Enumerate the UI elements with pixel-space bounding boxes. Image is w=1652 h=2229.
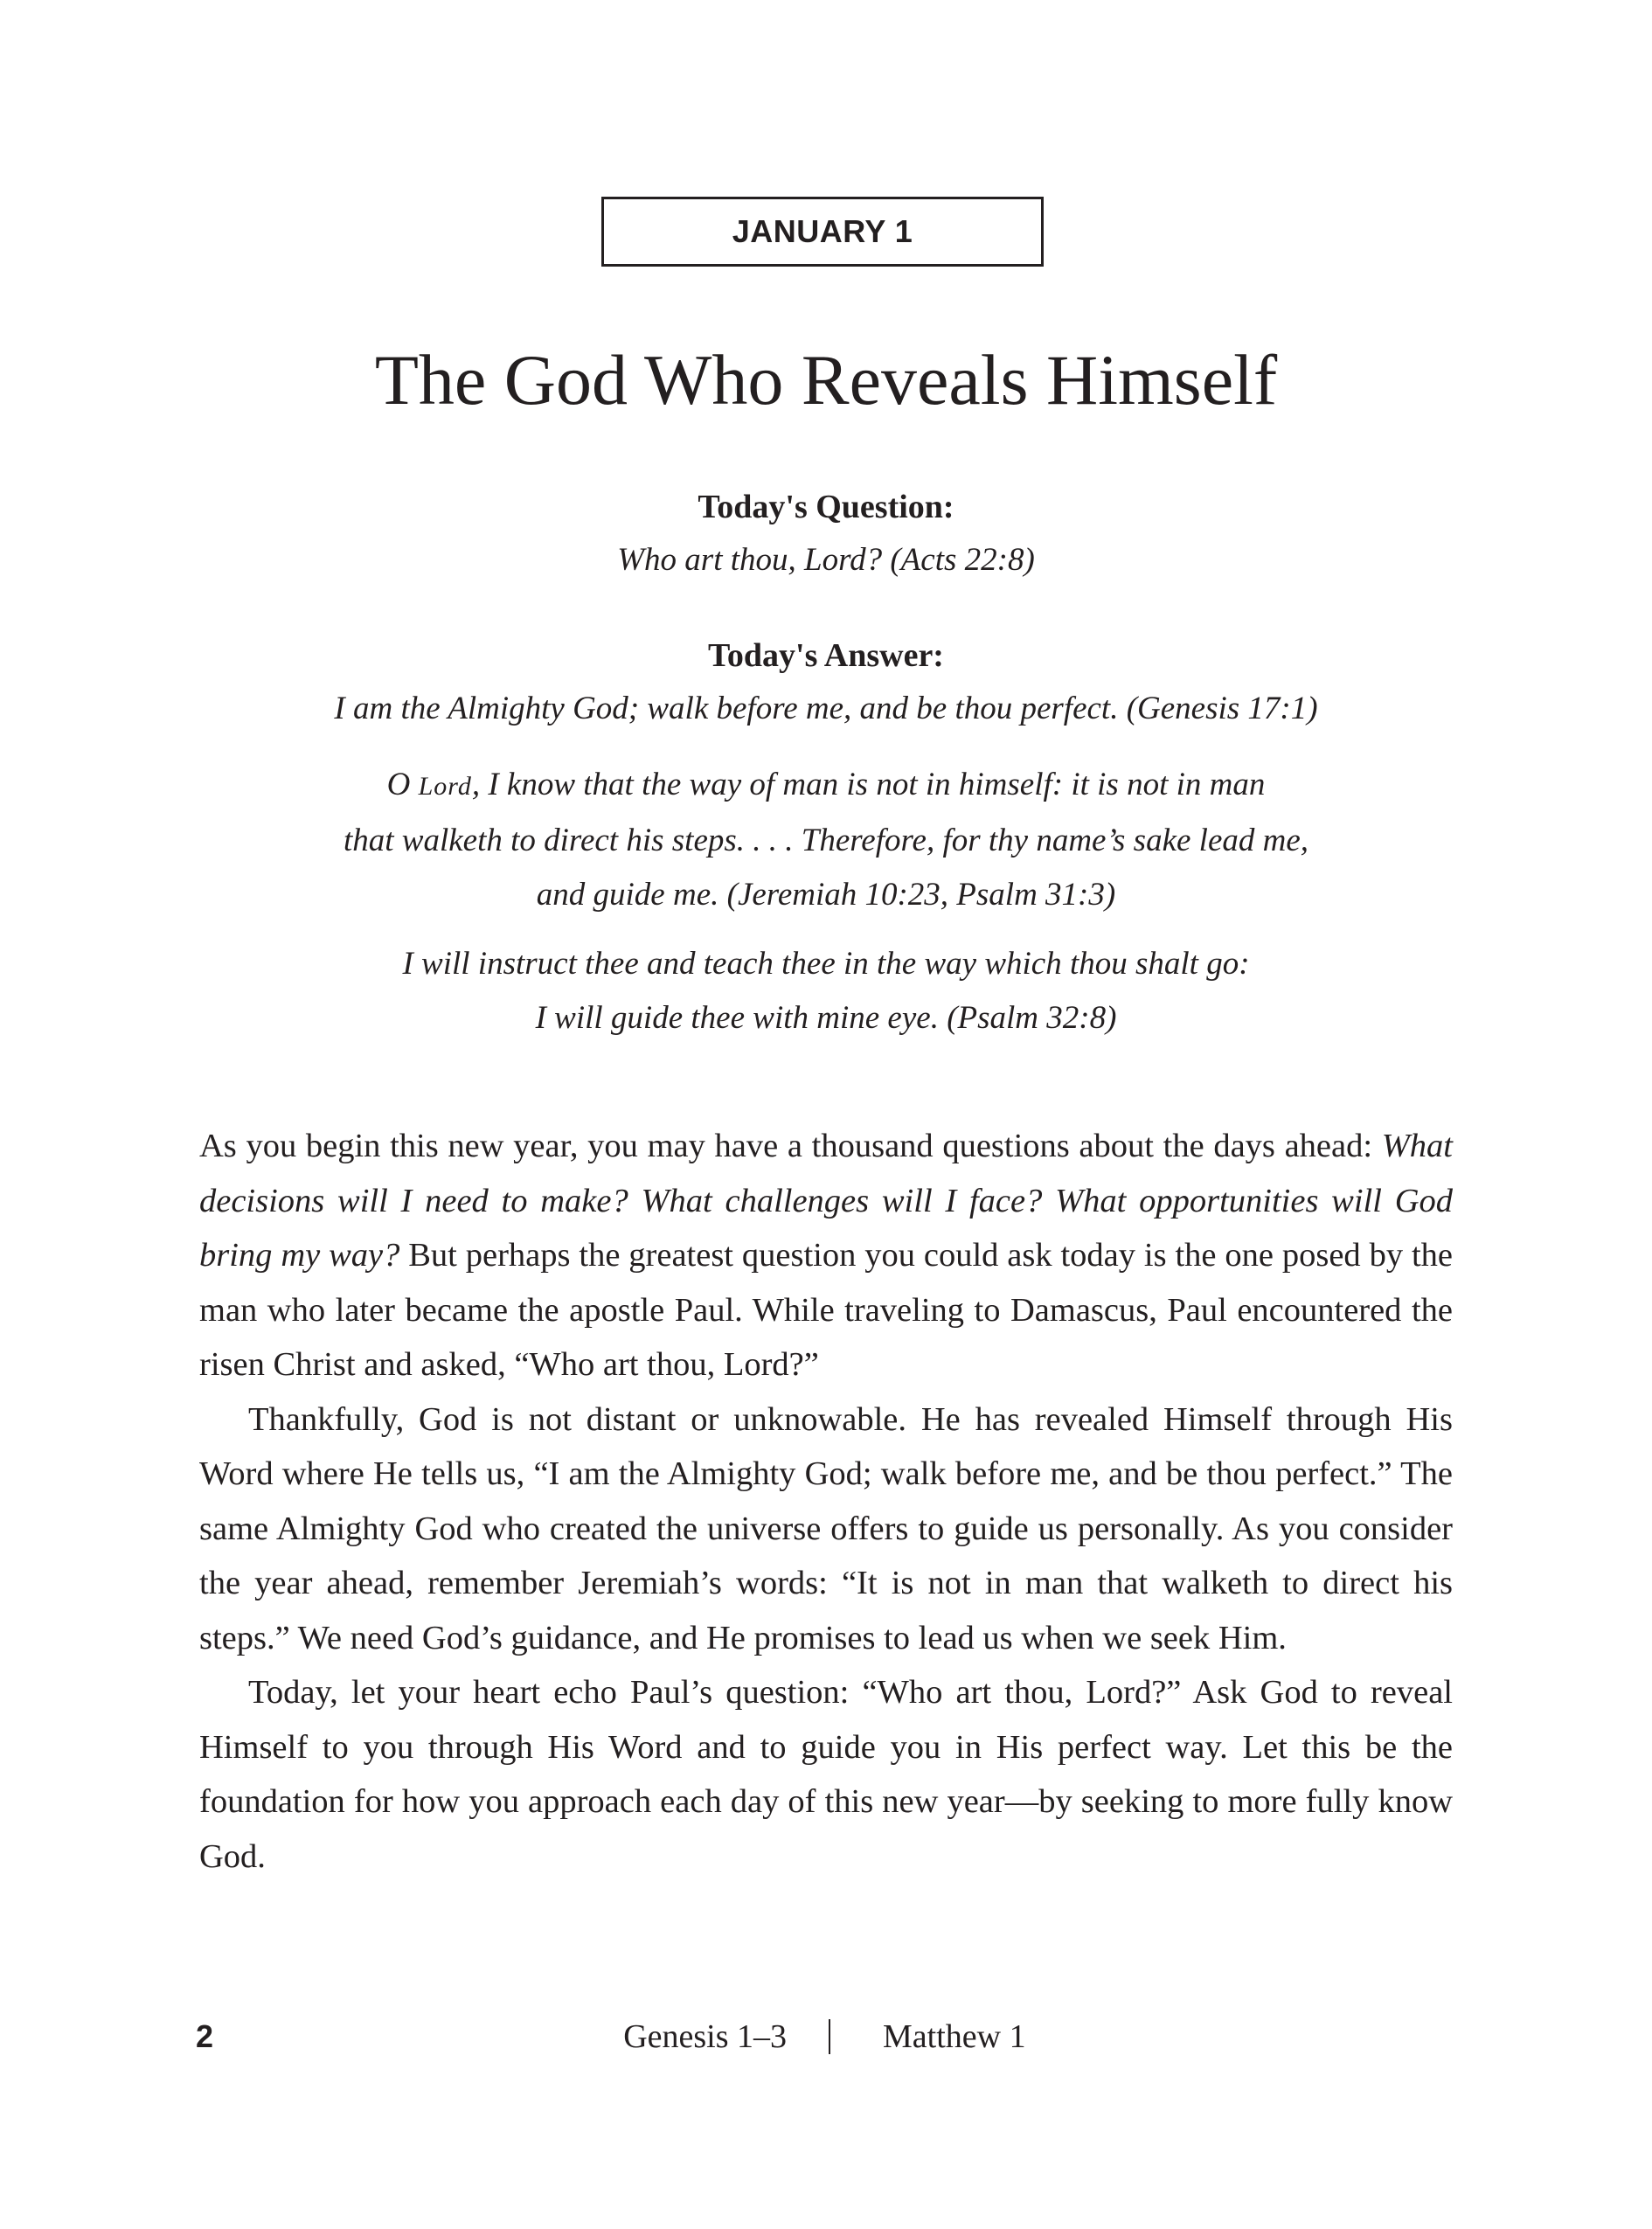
- reading-separator: [829, 2019, 830, 2054]
- body-paragraph-2: Thankfully, God is not distant or unknowable. He has revealed Himself through His Word where He tells us, “I am the Almighty God; walk before me, and be thou perfect.” The same Almighty God who created the universe offers to guide us personally. As you consider the year ahead, remember Jeremiah’s words: “It is not in man that walketh to direct his steps.” We need God’s guidance, and He promises to lead us when we seek Him.: [199, 1400, 1453, 1656]
- psalm-line-1: I will instruct thee and teach thee in the way which thou shalt go:: [402, 946, 1250, 982]
- psalm-line-2: I will guide thee with mine eye. (Psalm 32:8): [535, 1000, 1117, 1036]
- answer-verse-jeremiah: [201, 758, 1451, 922]
- jeremiah-line-3: and guide me. (Jeremiah 10:23, Psalm 31:3): [536, 877, 1116, 913]
- page-footer: [0, 2010, 1652, 2063]
- jeremiah-prefix: O: [386, 767, 419, 802]
- question-label: Today's Question:: [698, 489, 954, 525]
- answer-verse-genesis: I am the Almighty God; walk before me, and be thou perfect. (Genesis 17:1): [334, 691, 1318, 726]
- reading-old-testament: Genesis 1–3: [623, 2018, 787, 2055]
- page-title: The God Who Reveals Himself: [374, 340, 1278, 420]
- todays-question-section: [201, 481, 1451, 587]
- reading-new-testament: Matthew 1: [883, 2018, 1026, 2055]
- date-label: JANUARY 1: [732, 213, 913, 249]
- p1-end: But perhaps the greatest question you could ask today is the one posed by the man who later became the apostle Paul. While traveling to Damascus, Paul encountered the risen Christ and asked, “Who art thou, Lord?”: [199, 1237, 1453, 1383]
- small-caps-lord: Lord: [418, 772, 472, 801]
- p1-italic-questions: What decisions will I need to make? What challenges will I face? What opportunities will God bring my way?: [199, 1128, 1453, 1274]
- answer-verse-psalm: [201, 937, 1451, 1045]
- answer-label: Today's Answer:: [708, 637, 944, 674]
- jeremiah-line-1-rest: , I know that the way of man is not in himself: it is not in man: [471, 767, 1266, 802]
- p1-start: As you begin this new year, you may have a thousand questions about the days ahead:: [199, 1128, 1382, 1164]
- question-verse: Who art thou, Lord? (Acts 22:8): [617, 542, 1035, 578]
- body-paragraph-1: [199, 1119, 1453, 1392]
- body-paragraph-3: Today, let your heart echo Paul’s question: “Who art thou, Lord?” Ask God to reveal Himself to you through His Word and to guide you in His perfect way. Let this be the foundation for how you approach each day of this new year—by seeking to more fully know God.: [199, 1674, 1453, 1875]
- jeremiah-line-2: that walketh to direct his steps. . . . Therefore, for thy name’s sake lead me,: [343, 823, 1309, 858]
- todays-answer-section: [201, 629, 1451, 736]
- page-number: 2: [196, 2018, 214, 2054]
- date-box: [601, 197, 1044, 267]
- jeremiah-line-1: [201, 758, 1451, 814]
- devotional-body: [199, 1119, 1453, 1884]
